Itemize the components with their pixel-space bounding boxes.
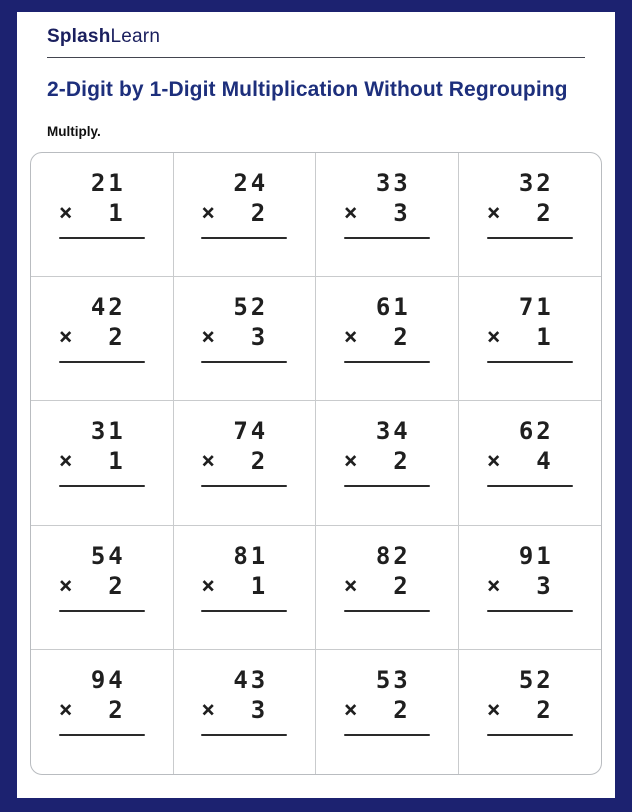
operator-row: [344, 322, 430, 352]
operator-row: [201, 571, 287, 601]
answer-line: [344, 361, 430, 363]
answer-line: [487, 485, 573, 487]
multiply-icon: ×: [58, 696, 73, 723]
multiply-icon: ×: [201, 448, 216, 475]
multiply-icon: ×: [486, 696, 501, 723]
multiplier: 2: [536, 695, 551, 724]
operator-row: [344, 198, 430, 228]
problem-cell: [316, 153, 459, 277]
multiplicand: 91: [518, 541, 554, 570]
multiplicand: 34: [375, 417, 411, 446]
operator-row: [344, 571, 430, 601]
multiply-icon: ×: [58, 448, 73, 475]
problem-cell: [459, 153, 602, 277]
operator-row: [487, 446, 573, 476]
multiply-icon: ×: [343, 696, 358, 723]
multiplicand: 21: [90, 169, 126, 197]
multiply-icon: ×: [201, 696, 216, 723]
operator-row: [59, 198, 145, 228]
problem-cell: [31, 650, 174, 774]
multiplier: 2: [393, 447, 408, 476]
page-title: 2-Digit by 1-Digit Multiplication Without Regrouping: [47, 78, 568, 101]
multiply-icon: ×: [58, 200, 73, 226]
multiplier: 1: [250, 571, 266, 600]
multiply-icon: ×: [486, 448, 501, 475]
problem-cell: [459, 526, 602, 650]
answer-line: [344, 237, 430, 239]
operator-row: [59, 695, 145, 725]
problem-cell: [316, 526, 459, 650]
problem-cell: [174, 277, 317, 401]
operator-row: [487, 695, 573, 725]
multiplication-problem: [59, 541, 145, 649]
multiplicand: 24: [233, 169, 269, 197]
problem-cell: [174, 401, 317, 525]
operator-row: [59, 322, 145, 352]
operator-row: [201, 446, 287, 476]
problem-cell: [174, 526, 317, 650]
multiply-icon: ×: [343, 200, 358, 226]
multiplier: 4: [536, 447, 551, 476]
multiplication-problem: [487, 168, 573, 276]
answer-line: [201, 237, 287, 239]
answer-line: [59, 610, 145, 612]
multiplicand: 42: [90, 293, 126, 322]
multiplicand: 31: [90, 417, 126, 446]
multiplicand: 61: [375, 293, 411, 322]
answer-line: [487, 361, 573, 363]
operator-row: [201, 198, 287, 228]
multiplication-problem: [59, 665, 145, 774]
problem-cell: [31, 277, 174, 401]
multiplicand: 71: [518, 293, 554, 322]
problem-cell: [459, 401, 602, 525]
multiplicand: 82: [375, 541, 411, 570]
problem-cell: [316, 650, 459, 774]
multiplier: 2: [108, 323, 123, 352]
multiply-icon: ×: [486, 200, 501, 226]
multiply-icon: ×: [343, 572, 358, 599]
multiplication-problem: [487, 292, 573, 400]
multiplier: 1: [536, 323, 551, 352]
problem-cell: [31, 401, 174, 525]
header-divider: [47, 57, 585, 58]
multiplication-problem: [201, 416, 287, 524]
multiplication-problem: [344, 292, 430, 400]
multiplicand: 74: [233, 417, 269, 446]
multiplication-problem: [59, 416, 145, 524]
answer-line: [201, 485, 287, 487]
multiplier: 2: [393, 323, 408, 352]
multiplicand: 32: [518, 169, 554, 197]
multiplication-problem: [344, 665, 430, 774]
multiplicand: 53: [375, 665, 411, 694]
problem-cell: [316, 277, 459, 401]
problem-cell: [31, 153, 174, 277]
answer-line: [487, 610, 573, 612]
answer-line: [487, 237, 573, 239]
multiply-icon: ×: [58, 572, 73, 599]
multiplicand: 94: [90, 665, 126, 694]
multiplication-problem: [201, 541, 287, 649]
multiply-icon: ×: [486, 324, 501, 351]
multiplier: 2: [393, 571, 408, 600]
multiplier: 2: [536, 199, 551, 227]
multiplicand: 52: [518, 665, 554, 694]
multiplier: 1: [108, 447, 123, 476]
multiplier: 2: [393, 695, 408, 724]
multiplication-problem: [344, 541, 430, 649]
answer-line: [201, 361, 287, 363]
problem-cell: [174, 153, 317, 277]
multiply-icon: ×: [58, 324, 73, 351]
problem-cell: [316, 401, 459, 525]
multiplicand: 62: [518, 417, 554, 446]
multiplication-problem: [487, 665, 573, 774]
answer-line: [59, 485, 145, 487]
answer-line: [201, 734, 287, 736]
operator-row: [59, 446, 145, 476]
operator-row: [201, 322, 287, 352]
answer-line: [487, 734, 573, 736]
splashlearn-logo: [47, 26, 585, 48]
multiplication-problem: [201, 168, 287, 276]
multiplier: 3: [536, 571, 551, 600]
multiplicand: 33: [375, 169, 411, 197]
multiplier: 3: [250, 695, 266, 724]
problems-grid: [30, 152, 602, 775]
multiplicand: 43: [233, 665, 269, 694]
multiply-icon: ×: [343, 448, 358, 475]
multiplication-problem: [487, 541, 573, 649]
operator-row: [344, 695, 430, 725]
multiplier: 2: [250, 199, 266, 227]
multiplier: 3: [250, 323, 266, 352]
operator-row: [59, 571, 145, 601]
multiplier: 2: [250, 447, 266, 476]
multiply-icon: ×: [486, 572, 501, 599]
problem-cell: [459, 650, 602, 774]
header: [17, 12, 615, 58]
multiply-icon: ×: [201, 324, 216, 351]
answer-line: [344, 734, 430, 736]
logo-light-part: Learn: [110, 26, 161, 47]
multiplication-problem: [344, 416, 430, 524]
multiplicand: 81: [233, 541, 269, 570]
operator-row: [487, 571, 573, 601]
multiplier: 3: [393, 199, 408, 227]
operator-row: [201, 695, 287, 725]
logo-bold-part: Splash: [47, 26, 111, 47]
multiply-icon: ×: [201, 200, 216, 226]
problem-cell: [31, 526, 174, 650]
answer-line: [344, 485, 430, 487]
multiply-icon: ×: [343, 324, 358, 351]
answer-line: [344, 610, 430, 612]
multiplier: 2: [108, 571, 123, 600]
answer-line: [201, 610, 287, 612]
answer-line: [59, 237, 145, 239]
multiplicand: 52: [233, 293, 269, 322]
multiplication-problem: [201, 665, 287, 774]
operator-row: [487, 198, 573, 228]
answer-line: [59, 734, 145, 736]
answer-line: [59, 361, 145, 363]
operator-row: [487, 322, 573, 352]
multiplication-problem: [59, 168, 145, 276]
multiplier: 1: [108, 199, 123, 227]
multiplication-problem: [344, 168, 430, 276]
worksheet-page: [17, 12, 615, 798]
instruction-text: Multiply.: [47, 124, 101, 139]
multiplier: 2: [108, 695, 123, 724]
multiplicand: 54: [90, 541, 126, 570]
multiplication-problem: [487, 416, 573, 524]
multiply-icon: ×: [201, 572, 216, 599]
problem-cell: [459, 277, 602, 401]
multiplication-problem: [201, 292, 287, 400]
multiplication-problem: [59, 292, 145, 400]
operator-row: [344, 446, 430, 476]
problem-cell: [174, 650, 317, 774]
